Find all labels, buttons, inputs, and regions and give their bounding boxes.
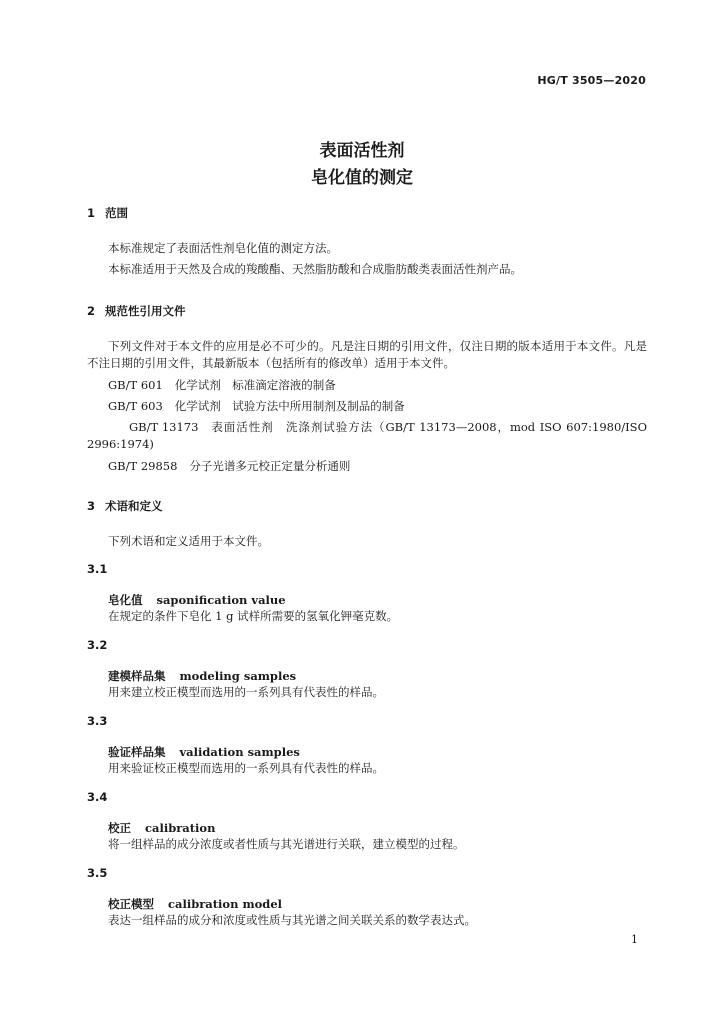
reference-item (108, 398, 405, 415)
section-title: 术语和定义 (105, 499, 163, 513)
reference-code: GB/T 603 (108, 399, 163, 413)
reference-item (87, 419, 647, 453)
term-number: 3.5 (87, 866, 108, 880)
section-title: 规范性引用文件 (105, 304, 186, 318)
scope-paragraph-1: 本标准规定了表面活性剂皂化值的测定方法。 (108, 241, 338, 255)
reference-title: 表面活性剂 洗涤剂试验方法（GB/T 13173—2008，mod ISO 607:1980/ISO 2996:1974) (87, 420, 647, 451)
page-number: 1 (631, 933, 638, 946)
section-1-heading (87, 205, 128, 221)
term-number: 3.1 (87, 562, 108, 576)
term-number: 3.3 (87, 714, 108, 728)
reference-code: GB/T 13173 (129, 420, 199, 434)
term-en: validation samples (179, 745, 300, 759)
term-definition: 在规定的条件下皂化 1 g 试样所需要的氢氧化钾毫克数。 (108, 609, 399, 623)
term-definition: 用来验证校正模型而选用的一系列具有代表性的样品。 (108, 761, 384, 775)
term-heading (108, 820, 215, 836)
section-title: 范围 (105, 206, 128, 220)
reference-item (108, 458, 350, 475)
term-en: modeling samples (179, 669, 297, 683)
term-zh: 皂化值 (108, 593, 143, 607)
term-heading (108, 744, 300, 760)
term-zh: 校正 (108, 821, 131, 835)
term-definition: 用来建立校正模型而选用的一系列具有代表性的样品。 (108, 685, 384, 699)
reference-title: 化学试剂 试验方法中所用制剂及制品的制备 (174, 399, 405, 413)
reference-item (108, 377, 336, 394)
section-3-heading (87, 498, 163, 514)
term-heading (108, 592, 286, 608)
scope-paragraph-2: 本标准适用于天然及合成的羧酸酯、天然脂肪酸和合成脂肪酸类表面活性剂产品。 (108, 262, 522, 276)
term-definition: 将一组样品的成分浓度或者性质与其光谱进行关联，建立模型的过程。 (108, 837, 465, 851)
reference-code: GB/T 29858 (108, 459, 178, 473)
standard-code: HG/T 3505—2020 (537, 74, 646, 87)
reference-title: 分子光谱多元校正定量分析通则 (189, 459, 351, 473)
section-number: 1 (87, 206, 96, 220)
term-en: saponification value (156, 593, 286, 607)
section-number: 3 (87, 499, 96, 513)
terms-intro: 下列术语和定义适用于本文件。 (108, 534, 269, 548)
term-definition: 表达一组样品的成分和浓度或性质与其光谱之间关联关系的数学表达式。 (108, 913, 476, 927)
title-line-1: 表面活性剂 (319, 141, 405, 161)
normative-references-intro: 下列文件对于本文件的应用是必不可少的。凡是注日期的引用文件，仅注日期的版本适用于本文件。凡是不注日期的引用文件，其最新版本（包括所有的修改单）适用于本文件。 (87, 339, 647, 370)
term-en: calibration (145, 821, 216, 835)
term-zh: 验证样品集 (108, 745, 166, 759)
section-number: 2 (87, 304, 96, 318)
term-heading (108, 668, 296, 684)
term-zh: 建模样品集 (108, 669, 166, 683)
reference-code: GB/T 601 (108, 378, 163, 392)
term-number: 3.2 (87, 638, 108, 652)
reference-title: 化学试剂 标准滴定溶液的制备 (174, 378, 336, 392)
term-en: calibration model (168, 897, 283, 911)
term-heading (108, 896, 282, 912)
term-number: 3.4 (87, 790, 108, 804)
title-line-2: 皂化值的测定 (311, 168, 413, 188)
term-zh: 校正模型 (108, 897, 154, 911)
section-2-heading (87, 303, 186, 319)
